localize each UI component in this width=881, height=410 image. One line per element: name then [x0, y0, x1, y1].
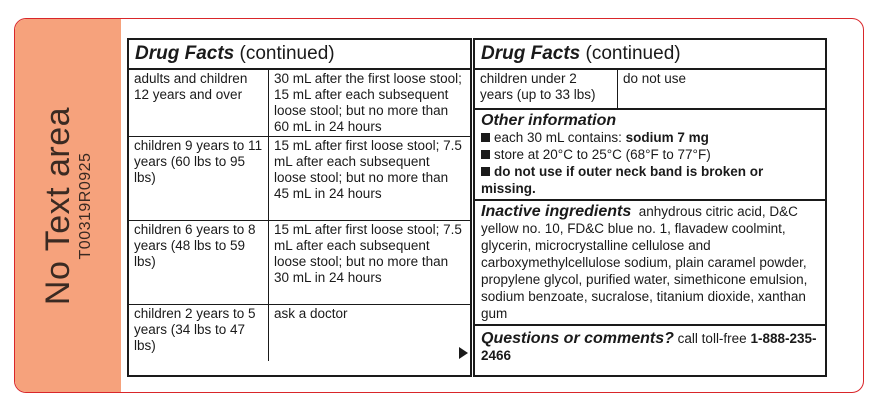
questions-text: call toll-free — [673, 331, 751, 346]
left-panel-heading — [129, 40, 470, 70]
questions-section — [475, 326, 825, 366]
storage-text: store at 20°C to 25°C (68°F to 77°F) — [494, 147, 711, 162]
continue-arrow-icon — [459, 347, 468, 359]
dose-direction: 15 mL after first loose stool; 7.5 mL after each subsequent loose stool; but no more than 30 mL in 24 hours — [274, 222, 462, 285]
neck-band-warning: do not use if outer neck band is broken or missing. — [481, 164, 764, 196]
dose-age: children under 2 years (up to 33 lbs) — [475, 70, 618, 108]
dose-age: adults and children 12 years and over — [129, 70, 269, 136]
dose-row — [475, 70, 825, 110]
dose-direction: 15 mL after first loose stool; 7.5 mL after each subsequent loose stool; but no more than 45 mL in 24 hours — [274, 138, 462, 201]
no-text-title: No Text area — [39, 106, 77, 305]
dose-direction: 30 mL after the first loose stool; 15 mL after each subsequent loose stool; but no more than 60 mL in 24 hours — [274, 71, 462, 134]
right-heading-bold: Drug Facts — [481, 43, 581, 64]
dose-row — [129, 305, 470, 361]
dose-age: children 6 years to 8 years (48 lbs to 59 lbs) — [129, 221, 269, 304]
dose-age: children 9 years to 11 years (60 lbs to 95 lbs) — [129, 137, 269, 220]
sodium-label: each 30 mL contains: — [494, 130, 626, 145]
other-information-title: Other information — [481, 112, 617, 129]
dose-direction: ask a doctor — [274, 306, 348, 321]
left-heading-rest: (continued) — [234, 43, 335, 64]
side-text — [40, 106, 96, 304]
inactive-ingredients-section — [475, 201, 825, 326]
label-outline — [14, 18, 864, 393]
label-code: T00319R0925 — [77, 152, 94, 259]
dose-row — [129, 137, 470, 221]
inactive-ingredients-title: Inactive ingredients — [481, 203, 632, 220]
questions-title: Questions or comments? — [481, 330, 674, 347]
bullet-square-icon — [481, 167, 490, 176]
other-information-section — [475, 110, 825, 201]
inactive-ingredients-text: anhydrous citric acid, D&C yellow no. 10, FD&C blue no. 1, flavadew coolmint, glycerin, microcrystalline cellulose and carboxymethylcellulose sodium, plain caramel powder, propylene glycol, purified water, simethicone emulsion, sodium benzoate, sucralose, titanium dioxide, xanthan gum — [481, 204, 808, 321]
right-panel-heading — [475, 40, 825, 70]
drug-facts-left-panel — [127, 38, 472, 377]
dose-row — [129, 70, 470, 137]
dose-age: children 2 years to 5 years (34 lbs to 47 lbs) — [129, 305, 269, 361]
bullet-square-icon — [481, 133, 490, 142]
bullet-square-icon — [481, 150, 490, 159]
no-text-strip — [15, 19, 121, 392]
phone-number: 1-888-235-2466 — [481, 331, 817, 363]
bullet-line — [481, 146, 819, 163]
dose-direction-cell — [269, 305, 470, 361]
bullet-line — [481, 129, 819, 146]
dose-direction: do not use — [623, 71, 687, 86]
dose-row — [129, 221, 470, 305]
right-heading-rest: (continued) — [580, 43, 681, 64]
left-heading-bold: Drug Facts — [135, 43, 235, 64]
bullet-line — [481, 163, 819, 197]
drug-facts-right-panel — [473, 38, 827, 377]
sodium-value: sodium 7 mg — [625, 130, 709, 145]
